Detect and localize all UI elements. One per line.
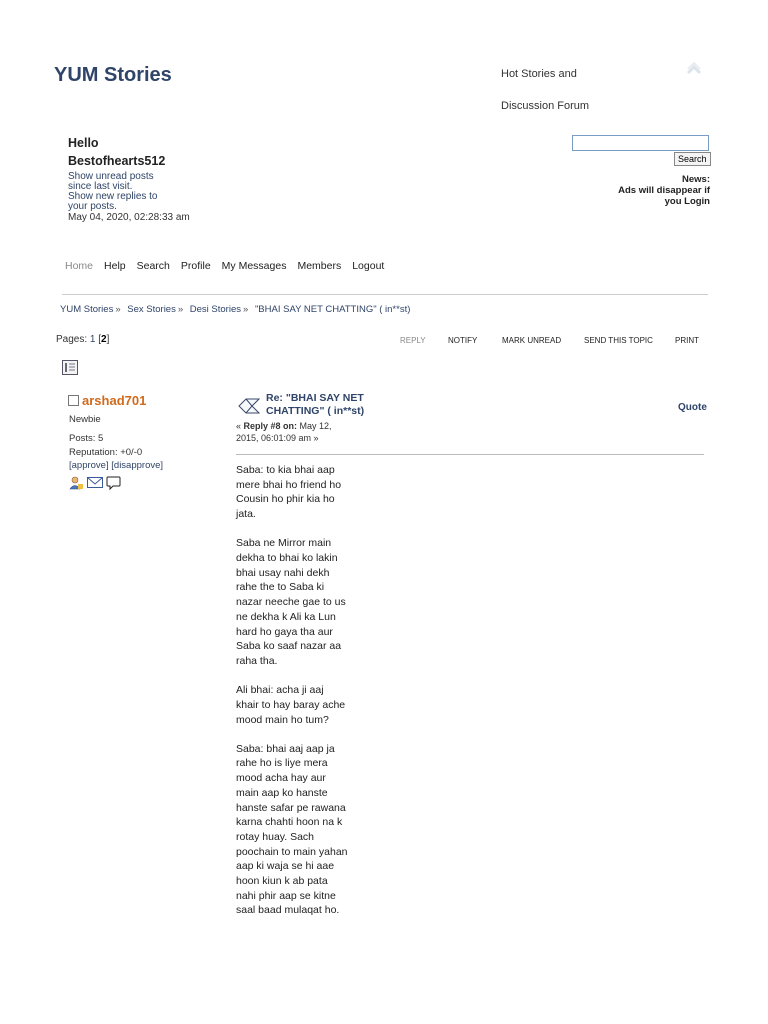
menu-home[interactable]: Home: [65, 260, 94, 272]
post-paragraph: Saba: to kia bhai aap mere bhai ho friend ho Cousin ho phir kia ho jata.: [236, 464, 342, 521]
show-unread-posts-link[interactable]: Show unread posts since last visit.: [68, 171, 154, 192]
menu-my-messages[interactable]: My Messages: [221, 260, 287, 272]
poster-username[interactable]: arshad701: [82, 393, 147, 408]
email-icon[interactable]: [87, 476, 103, 496]
collapse-header-icon[interactable]: [686, 62, 702, 76]
disapprove-link[interactable]: [disapprove]: [111, 460, 164, 471]
breadcrumb-separator: »: [177, 304, 184, 315]
user-greeting: [68, 134, 165, 170]
current-time: May 04, 2020, 02:28:33 am: [68, 212, 190, 223]
view-profile-icon[interactable]: [69, 476, 84, 496]
menu-divider: [62, 294, 708, 295]
main-menu: [65, 259, 395, 273]
breadcrumb-topic[interactable]: "BHAI SAY NET CHATTING" ( in**st): [254, 304, 411, 315]
poster-actions: [69, 476, 121, 496]
menu-members[interactable]: Members: [297, 260, 342, 272]
poster-reputation: Reputation: +0/-0: [69, 447, 143, 458]
breadcrumb: [60, 304, 410, 315]
post-paragraph: Saba: bhai aaj aap ja rahe ho is liye mera mood acha hay aur main aap ko hanste hanste safar pe rawana karna chahti hoon na k rotay huay. Sach poochain to main yahan aap ki waja se hi aae hoon kiun k ab pata nahi phir aap se kitne saal baad mulaqat ho.: [236, 742, 348, 917]
reply-number: Reply #8 on:: [243, 421, 298, 431]
send-topic-button[interactable]: SEND THIS TOPIC: [584, 336, 653, 345]
post-paragraph: Saba ne Mirror main dekha to bhai ko lakin bhai usay nahi dekh rahe the to Saba ki nazar neeche gae to us ne dekha k Ali ka Lun hard ho gaya tha aur Saba ko saaf nazar aa raha tha.: [236, 537, 346, 667]
reply-prefix: «: [236, 421, 244, 431]
post-paragraph: Ali bhai: acha ji aaj khair to hay baray ache mood main ho tum?: [236, 684, 346, 726]
menu-profile[interactable]: Profile: [180, 260, 211, 272]
site-tagline: Hot Stories and Discussion Forum: [501, 68, 590, 112]
news-box: [600, 174, 710, 207]
breadcrumb-sex-stories[interactable]: Sex Stories: [127, 304, 176, 315]
breadcrumb-desi-stories[interactable]: Desi Stories: [189, 304, 241, 315]
menu-search[interactable]: Search: [136, 260, 170, 272]
search-button[interactable]: Search: [674, 152, 711, 166]
poster-name[interactable]: [68, 393, 146, 408]
user-links: [68, 172, 168, 212]
reply-date: May 12, 2015, 06:01:09 am »: [236, 421, 332, 443]
reply-button[interactable]: REPLY: [400, 336, 426, 345]
hello-label: Hello: [68, 136, 99, 150]
offline-status-icon: [68, 395, 79, 406]
post-meta: [236, 420, 346, 444]
search-input[interactable]: [572, 135, 709, 151]
breadcrumb-separator: »: [115, 304, 121, 315]
poster-group: Newbie: [69, 414, 101, 425]
mark-unread-button[interactable]: MARK UNREAD: [502, 336, 562, 345]
current-page: 2: [101, 334, 107, 345]
pages-label: Pages:: [56, 334, 88, 345]
breadcrumb-separator: »: [243, 304, 249, 315]
quote-button[interactable]: Quote: [678, 402, 707, 413]
post-divider: [236, 454, 704, 455]
username: Bestofhearts512: [68, 154, 166, 168]
topic-icon: [62, 360, 78, 375]
post-body: [236, 463, 348, 933]
breadcrumb-yum-stories[interactable]: YUM Stories: [60, 304, 114, 315]
news-label: News:: [682, 174, 710, 185]
pagination: Pages: 1 [2]: [56, 334, 110, 345]
show-new-replies-link[interactable]: Show new replies to your posts.: [68, 191, 158, 212]
news-text: Ads will disappear if you Login: [618, 185, 710, 207]
approve-link[interactable]: [approve]: [69, 460, 109, 471]
page-link-1[interactable]: 1: [89, 334, 96, 345]
menu-help[interactable]: Help: [104, 260, 126, 272]
post-title[interactable]: Re: "BHAI SAY NET CHATTING" ( in**st): [266, 392, 365, 417]
personal-message-icon[interactable]: [106, 476, 121, 496]
print-button[interactable]: PRINT: [675, 336, 699, 345]
post-icon: [238, 397, 260, 415]
site-title[interactable]: YUM Stories: [54, 64, 172, 86]
karma-links: [69, 460, 163, 471]
poster-post-count: Posts: 5: [69, 433, 104, 444]
notify-button[interactable]: NOTIFY: [448, 336, 478, 345]
menu-logout[interactable]: Logout: [352, 260, 385, 272]
